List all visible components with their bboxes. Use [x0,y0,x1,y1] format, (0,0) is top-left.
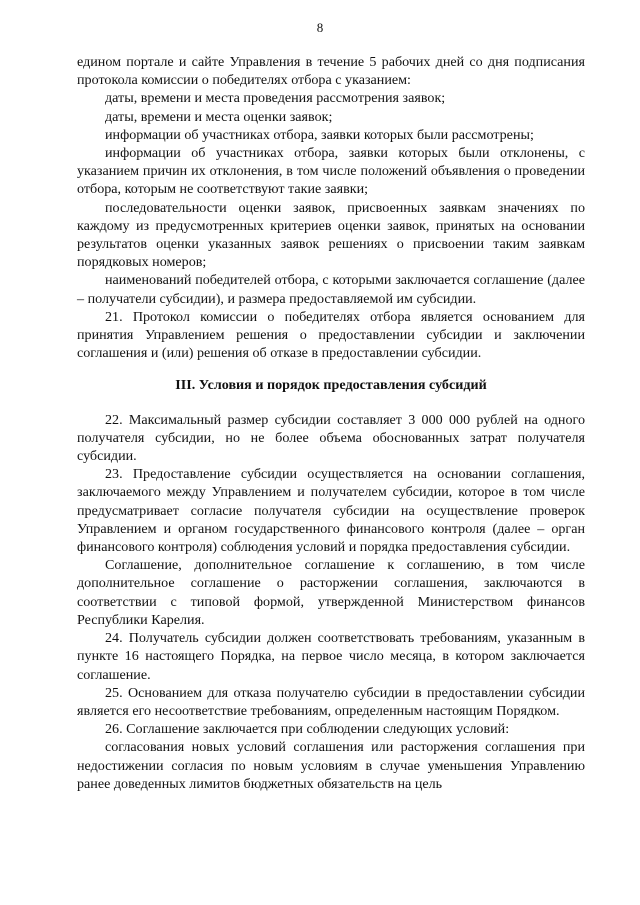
paragraph: даты, времени и места проведения рассмотрения заявок; [105,90,446,107]
paragraph: последовательности оценки заявок, присвоенных заявкам значениях по каждому из предусмотренных критериев оценки заявок, принятых на основании результатов оценки указанных заявок решениях о присвоении таким заявкам порядковых номеров; [77,199,585,271]
paragraph: 23. Предоставление субсидии осуществляется на основании соглашения, заключаемого между Управлением и получателем субсидии, которое в том числе предусматривает согласие получателя субсидии на осуществление проверок Управлением и органом государственного финансового контроля (далее – орган финансового контроля) соблюдения условий и порядка предоставления субсидии. [77,466,585,556]
paragraph: едином портале и сайте Управления в течение 5 рабочих дней со дня подписания протокола комиссии о победителях отбора с указанием: [77,54,585,89]
paragraph: 25. Основанием для отказа получателю субсидии в предоставлении субсидии является его несоответствие требованиям, определенным настоящим Порядком. [77,684,585,719]
paragraph: 22. Максимальный размер субсидии составляет 3 000 000 рублей на одного получателя субсидии, но не более объема обоснованных затрат получателя субсидии. [77,411,585,465]
paragraph: наименований победителей отбора, с которыми заключается соглашение (далее – получатели субсидии), и размера предоставляемой им субсидии. [77,272,585,307]
document-body [77,53,585,793]
paragraphs-after-heading [77,411,585,793]
paragraph: Соглашение, дополнительное соглашение к соглашению, в том числе дополнительное соглашение о расторжении соглашения, заключаются в соответствии с типовой формой, утвержденной Министерством финансов Республики Карелия. [77,557,585,628]
paragraph: даты, времени и места оценки заявок; [105,108,333,125]
paragraphs-before-heading [77,53,585,362]
paragraph: информации об участниках отбора, заявки которых были отклонены, с указанием причин их отклонения, в том числе положений объявления о проведении отбора, которым не соответствуют такие заявки; [77,145,585,198]
paragraph: 24. Получатель субсидии должен соответствовать требованиям, указанным в пункте 16 настоящего Порядка, на первое число месяца, в котором заключается соглашение. [77,630,585,683]
page-number: 8 [316,20,324,35]
section-heading: III. Условия и порядок предоставления субсидий [175,377,487,394]
paragraph: информации об участниках отбора, заявки которых были рассмотрены; [105,126,534,143]
paragraph: 26. Соглашение заключается при соблюдении следующих условий: [105,721,510,738]
paragraph: 21. Протокол комиссии о победителях отбора является основанием для принятия Управлением решения о предоставлении субсидии и заключении соглашения и (или) решения об отказе в предоставлении субсидии. [77,308,585,362]
paragraph: согласования новых условий соглашения или расторжения соглашения при недостижении согласия по новым условиям в случае уменьшения Управлению ранее доведенных лимитов бюджетных обязательств на цель [77,739,585,792]
